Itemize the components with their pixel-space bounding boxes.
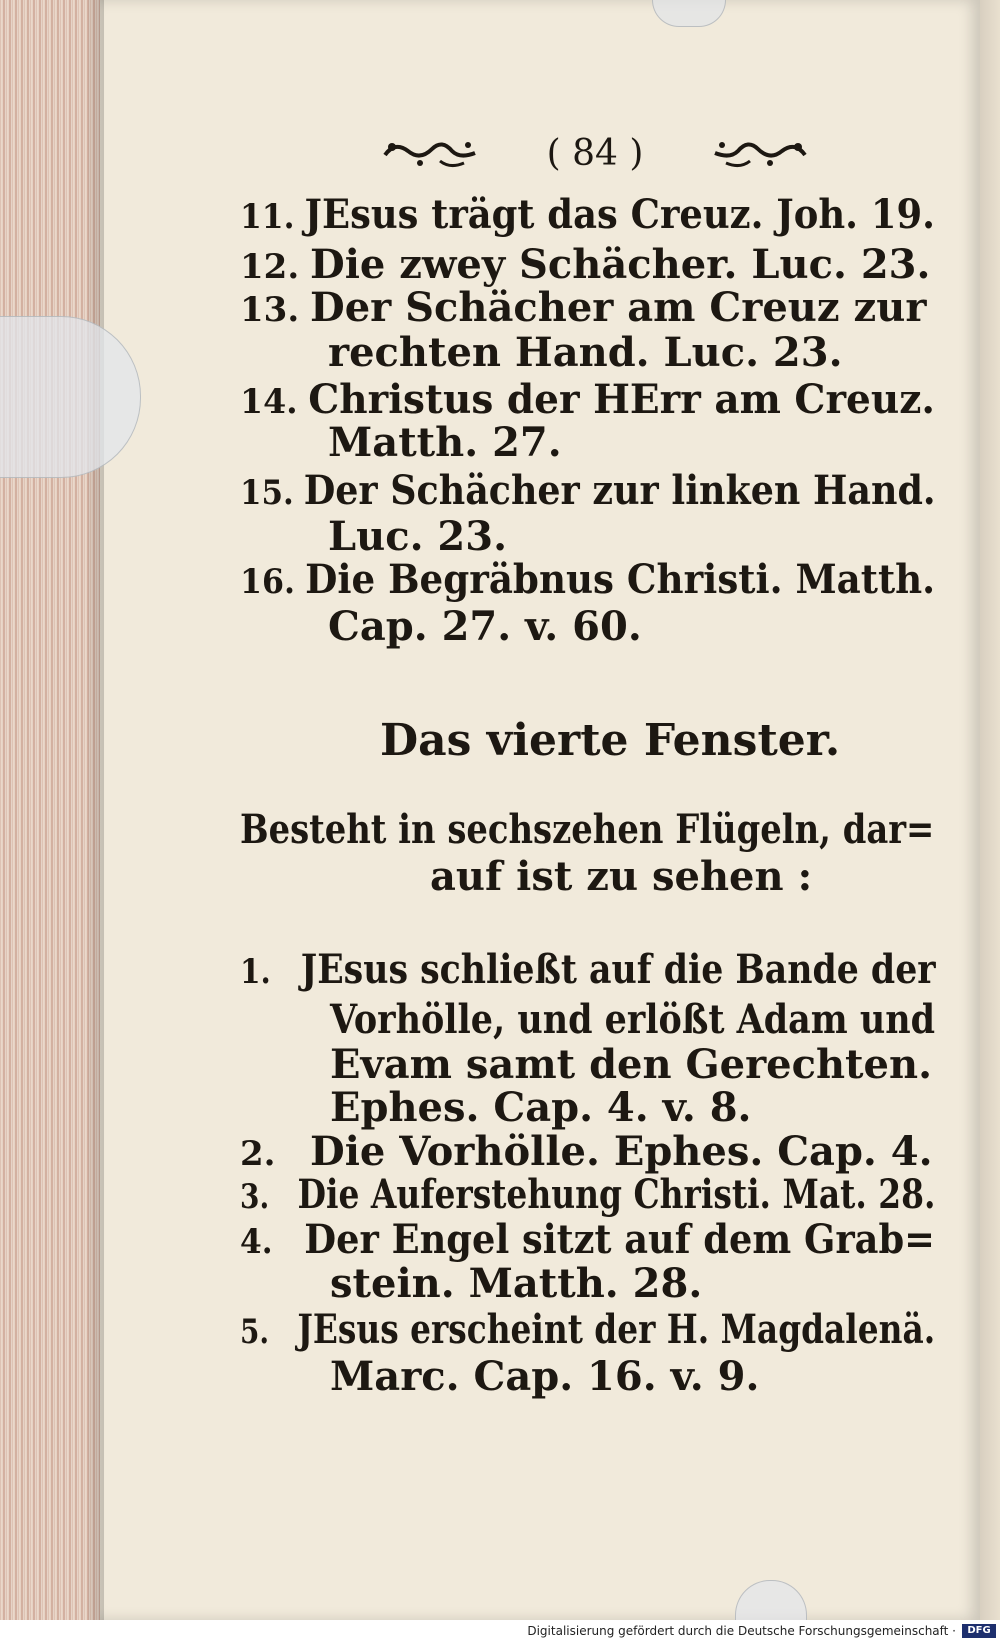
item-number: 4. xyxy=(240,1222,273,1262)
book-page-edges xyxy=(0,0,100,1641)
item-number: 16. xyxy=(240,562,296,602)
item-number: 12. xyxy=(240,247,300,287)
item-number: 15. xyxy=(240,473,294,513)
item-number: 1. xyxy=(240,952,271,992)
item-number: 5. xyxy=(240,1312,270,1352)
item-number: 14. xyxy=(240,382,298,422)
list-item xyxy=(240,945,936,997)
section-intro-line: auf ist zu sehen : xyxy=(430,853,813,900)
next-page-edge xyxy=(980,0,1000,1620)
item-continuation: Matth. 27. xyxy=(328,419,562,466)
item-continuation: Ephes. Cap. 4. v. 8. xyxy=(330,1084,752,1131)
section-intro-line: Besteht in sechszehen Flügeln, dar= xyxy=(240,806,935,853)
item-continuation: rechten Hand. Luc. 23. xyxy=(328,329,843,376)
page-number: ( 84 ) xyxy=(546,132,644,174)
gutter-shadow xyxy=(88,0,104,1641)
item-number: 2. xyxy=(240,1134,276,1174)
item-text: JEsus trägt das Creuz. Joh. 19. xyxy=(304,191,935,238)
item-number: 13. xyxy=(240,290,300,330)
item-continuation: Vorhölle, und erlößt Adam und xyxy=(330,996,936,1043)
left-ornament-icon xyxy=(380,133,480,173)
right-ornament-icon xyxy=(710,133,810,173)
item-continuation: stein. Matth. 28. xyxy=(330,1260,703,1307)
item-text: Der Schächer zur linken Hand. xyxy=(303,467,936,514)
item-continuation: Cap. 27. v. 60. xyxy=(328,603,642,650)
section-heading: Das vierte Fenster. xyxy=(380,715,841,766)
item-text: JEsus schließt auf die Bande der xyxy=(300,946,936,993)
dfg-logo-icon: DFG xyxy=(962,1624,996,1638)
item-text: Der Engel sitzt auf dem Grab= xyxy=(304,1216,935,1263)
item-text: JEsus erscheint der H. Magdalenä. xyxy=(297,1306,936,1353)
item-continuation: Luc. 23. xyxy=(328,513,508,560)
footer-credit: Digitalisierung gefördert durch die Deutsche Forschungsgemeinschaft · xyxy=(527,1624,956,1638)
item-text: Der Schächer am Creuz zur xyxy=(310,284,927,331)
item-text: Christus der HErr am Creuz. xyxy=(308,376,935,423)
item-number: 3. xyxy=(240,1177,270,1217)
item-continuation: Marc. Cap. 16. v. 9. xyxy=(330,1353,760,1400)
item-continuation: Evam samt den Gerechten. xyxy=(330,1041,932,1088)
page-header xyxy=(380,125,810,181)
list-item xyxy=(240,555,936,607)
item-text: Die zwey Schächer. Luc. 23. xyxy=(310,241,931,288)
item-number: 11. xyxy=(240,197,295,237)
item-text: Die Begräbnus Christi. Matth. xyxy=(305,556,936,603)
list-item xyxy=(240,190,935,242)
item-text: Die Auferstehung Christi. Mat. 28. xyxy=(297,1171,936,1218)
list-item xyxy=(240,1305,935,1357)
item-text: Die Vorhölle. Ephes. Cap. 4. xyxy=(310,1128,933,1175)
list-item xyxy=(240,466,936,518)
